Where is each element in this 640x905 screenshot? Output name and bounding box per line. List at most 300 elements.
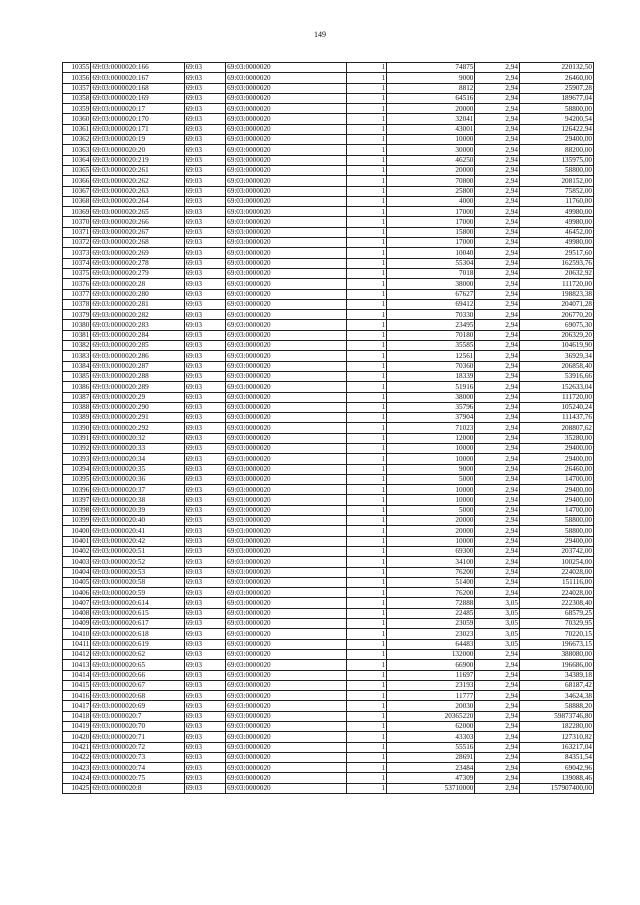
cadastral-number: 69:03:0000020:618: [91, 629, 184, 639]
cadastral-quarter: 69:03:0000020: [226, 536, 347, 546]
cadastral-number: 69:03:0000020:615: [91, 608, 184, 618]
cadastral-number: 69:03:0000020:32: [91, 433, 184, 443]
table-row: [63, 238, 594, 248]
area-value: 46250: [387, 155, 475, 165]
rate-value: 2,94: [475, 680, 520, 690]
cadastral-quarter: 69:03:0000020: [226, 752, 347, 762]
cadastral-value: 29400,00: [519, 443, 593, 453]
table-row: [63, 423, 594, 433]
cadastral-number: 69:03:0000020:286: [91, 351, 184, 361]
zone-count: 1: [346, 619, 387, 629]
cadastral-quarter: 69:03:0000020: [226, 73, 347, 83]
cadastral-number: 69:03:0000020:279: [91, 268, 184, 278]
area-value: 5000: [387, 474, 475, 484]
cadastral-quarter: 69:03:0000020: [226, 557, 347, 567]
cadastral-quarter: 69:03:0000020: [226, 124, 347, 134]
cadastral-number: 69:03:0000020:51: [91, 546, 184, 556]
zone-count: 1: [346, 402, 387, 412]
row-number: 10400: [63, 526, 91, 536]
row-number: 10358: [63, 93, 91, 103]
row-number: 10401: [63, 536, 91, 546]
cadastral-value: 69042,96: [519, 763, 593, 773]
zone-count: 1: [346, 341, 387, 351]
row-number: 10390: [63, 423, 91, 433]
cadastral-number: 69:03:0000020:288: [91, 371, 184, 381]
cadastral-quarter: 69:03:0000020: [226, 310, 347, 320]
table-row: [63, 495, 594, 505]
cadastral-value: 100254,00: [519, 557, 593, 567]
rate-value: 2,94: [475, 711, 520, 721]
region-code: 69:03: [184, 701, 226, 711]
zone-count: 1: [346, 567, 387, 577]
area-value: 69300: [387, 546, 475, 556]
cadastral-value: 36929,34: [519, 351, 593, 361]
area-value: 35796: [387, 402, 475, 412]
row-number: 10362: [63, 135, 91, 145]
region-code: 69:03: [184, 402, 226, 412]
region-code: 69:03: [184, 691, 226, 701]
region-code: 69:03: [184, 310, 226, 320]
region-code: 69:03: [184, 649, 226, 659]
zone-count: 1: [346, 320, 387, 330]
cadastral-quarter: 69:03:0000020: [226, 464, 347, 474]
rate-value: 2,94: [475, 433, 520, 443]
rate-value: 2,94: [475, 752, 520, 762]
rate-value: 2,94: [475, 83, 520, 93]
cadastral-value: 59873746,80: [519, 711, 593, 721]
rate-value: 2,94: [475, 691, 520, 701]
area-value: 20000: [387, 516, 475, 526]
rate-value: 2,94: [475, 310, 520, 320]
row-number: 10415: [63, 680, 91, 690]
table-row: [63, 763, 594, 773]
cadastral-number: 69:03:0000020:292: [91, 423, 184, 433]
area-value: 51916: [387, 382, 475, 392]
area-value: 34100: [387, 557, 475, 567]
row-number: 10370: [63, 217, 91, 227]
region-code: 69:03: [184, 258, 226, 268]
zone-count: 1: [346, 289, 387, 299]
area-value: 64516: [387, 93, 475, 103]
cadastral-quarter: 69:03:0000020: [226, 238, 347, 248]
region-code: 69:03: [184, 763, 226, 773]
zone-count: 1: [346, 330, 387, 340]
area-value: 20365220: [387, 711, 475, 721]
table-row: [63, 619, 594, 629]
cadastral-quarter: 69:03:0000020: [226, 495, 347, 505]
region-code: 69:03: [184, 485, 226, 495]
area-value: 10000: [387, 135, 475, 145]
cadastral-quarter: 69:03:0000020: [226, 691, 347, 701]
rate-value: 2,94: [475, 145, 520, 155]
cadastral-number: 69:03:0000020:42: [91, 536, 184, 546]
cadastral-value: 189677,04: [519, 93, 593, 103]
zone-count: 1: [346, 711, 387, 721]
cadastral-number: 69:03:0000020:614: [91, 598, 184, 608]
rate-value: 3,05: [475, 608, 520, 618]
zone-count: 1: [346, 196, 387, 206]
cadastral-number: 69:03:0000020:65: [91, 660, 184, 670]
area-value: 12000: [387, 433, 475, 443]
cadastral-value-table: [62, 62, 594, 794]
zone-count: 1: [346, 464, 387, 474]
area-value: 47309: [387, 773, 475, 783]
zone-count: 1: [346, 73, 387, 83]
table-row: [63, 176, 594, 186]
region-code: 69:03: [184, 670, 226, 680]
cadastral-value: 388080,00: [519, 649, 593, 659]
rate-value: 2,94: [475, 526, 520, 536]
cadastral-quarter: 69:03:0000020: [226, 196, 347, 206]
area-value: 38000: [387, 392, 475, 402]
region-code: 69:03: [184, 135, 226, 145]
cadastral-number: 69:03:0000020:62: [91, 649, 184, 659]
region-code: 69:03: [184, 619, 226, 629]
rate-value: 2,94: [475, 114, 520, 124]
row-number: 10394: [63, 464, 91, 474]
zone-count: 1: [346, 557, 387, 567]
zone-count: 1: [346, 649, 387, 659]
row-number: 10393: [63, 454, 91, 464]
cadastral-number: 69:03:0000020:171: [91, 124, 184, 134]
row-number: 10366: [63, 176, 91, 186]
region-code: 69:03: [184, 279, 226, 289]
region-code: 69:03: [184, 73, 226, 83]
row-number: 10356: [63, 73, 91, 83]
cadastral-value: 29400,00: [519, 454, 593, 464]
zone-count: 1: [346, 443, 387, 453]
cadastral-number: 69:03:0000020:52: [91, 557, 184, 567]
cadastral-quarter: 69:03:0000020: [226, 516, 347, 526]
cadastral-value: 163217,04: [519, 742, 593, 752]
cadastral-value: 26460,00: [519, 464, 593, 474]
cadastral-number: 69:03:0000020:219: [91, 155, 184, 165]
zone-count: 1: [346, 114, 387, 124]
row-number: 10377: [63, 289, 91, 299]
table-row: [63, 165, 594, 175]
cadastral-value: 11760,00: [519, 196, 593, 206]
row-number: 10361: [63, 124, 91, 134]
table-row: [63, 680, 594, 690]
cadastral-quarter: 69:03:0000020: [226, 83, 347, 93]
cadastral-quarter: 69:03:0000020: [226, 722, 347, 732]
area-value: 71023: [387, 423, 475, 433]
row-number: 10367: [63, 186, 91, 196]
rate-value: 2,94: [475, 279, 520, 289]
cadastral-quarter: 69:03:0000020: [226, 598, 347, 608]
cadastral-quarter: 69:03:0000020: [226, 660, 347, 670]
area-value: 32041: [387, 114, 475, 124]
rate-value: 2,94: [475, 732, 520, 742]
cadastral-quarter: 69:03:0000020: [226, 155, 347, 165]
row-number: 10388: [63, 402, 91, 412]
rate-value: 2,94: [475, 701, 520, 711]
cadastral-value: 69075,30: [519, 320, 593, 330]
table-row: [63, 124, 594, 134]
zone-count: 1: [346, 691, 387, 701]
row-number: 10368: [63, 196, 91, 206]
cadastral-number: 69:03:0000020:269: [91, 248, 184, 258]
row-number: 10373: [63, 248, 91, 258]
cadastral-number: 69:03:0000020:28: [91, 279, 184, 289]
rate-value: 2,94: [475, 330, 520, 340]
zone-count: 1: [346, 413, 387, 423]
table-row: [63, 464, 594, 474]
row-number: 10410: [63, 629, 91, 639]
cadastral-value: 49980,00: [519, 217, 593, 227]
cadastral-value: 127310,82: [519, 732, 593, 742]
cadastral-number: 69:03:0000020:278: [91, 258, 184, 268]
zone-count: 1: [346, 680, 387, 690]
cadastral-value: 58888,20: [519, 701, 593, 711]
cadastral-value: 111720,00: [519, 392, 593, 402]
zone-count: 1: [346, 763, 387, 773]
row-number: 10384: [63, 361, 91, 371]
region-code: 69:03: [184, 660, 226, 670]
row-number: 10419: [63, 722, 91, 732]
zone-count: 1: [346, 639, 387, 649]
area-value: 9000: [387, 464, 475, 474]
area-value: 10000: [387, 443, 475, 453]
region-code: 69:03: [184, 176, 226, 186]
rate-value: 2,94: [475, 392, 520, 402]
cadastral-value: 34389,18: [519, 670, 593, 680]
table-row: [63, 289, 594, 299]
cadastral-quarter: 69:03:0000020: [226, 608, 347, 618]
region-code: 69:03: [184, 196, 226, 206]
cadastral-quarter: 69:03:0000020: [226, 176, 347, 186]
cadastral-quarter: 69:03:0000020: [226, 114, 347, 124]
cadastral-quarter: 69:03:0000020: [226, 135, 347, 145]
rate-value: 2,94: [475, 382, 520, 392]
table-row: [63, 505, 594, 515]
cadastral-quarter: 69:03:0000020: [226, 742, 347, 752]
cadastral-value: 34624,38: [519, 691, 593, 701]
zone-count: 1: [346, 577, 387, 587]
area-value: 66900: [387, 660, 475, 670]
table-row: [63, 660, 594, 670]
region-code: 69:03: [184, 629, 226, 639]
cadastral-number: 69:03:0000020:36: [91, 474, 184, 484]
rate-value: 2,94: [475, 660, 520, 670]
cadastral-quarter: 69:03:0000020: [226, 485, 347, 495]
zone-count: 1: [346, 217, 387, 227]
rate-value: 2,94: [475, 413, 520, 423]
cadastral-value: 126422,94: [519, 124, 593, 134]
rate-value: 2,94: [475, 783, 520, 793]
row-number: 10369: [63, 207, 91, 217]
cadastral-quarter: 69:03:0000020: [226, 732, 347, 742]
cadastral-quarter: 69:03:0000020: [226, 701, 347, 711]
cadastral-number: 69:03:0000020:34: [91, 454, 184, 464]
area-value: 62000: [387, 722, 475, 732]
rate-value: 2,94: [475, 474, 520, 484]
cadastral-quarter: 69:03:0000020: [226, 207, 347, 217]
area-value: 20000: [387, 526, 475, 536]
area-value: 23193: [387, 680, 475, 690]
cadastral-quarter: 69:03:0000020: [226, 382, 347, 392]
row-number: 10395: [63, 474, 91, 484]
area-value: 70180: [387, 330, 475, 340]
cadastral-quarter: 69:03:0000020: [226, 649, 347, 659]
table-row: [63, 691, 594, 701]
area-value: 10040: [387, 248, 475, 258]
cadastral-quarter: 69:03:0000020: [226, 567, 347, 577]
cadastral-number: 69:03:0000020:17: [91, 104, 184, 114]
area-value: 17000: [387, 207, 475, 217]
zone-count: 1: [346, 371, 387, 381]
region-code: 69:03: [184, 330, 226, 340]
area-value: 70330: [387, 310, 475, 320]
region-code: 69:03: [184, 289, 226, 299]
cadastral-value: 208152,00: [519, 176, 593, 186]
cadastral-number: 69:03:0000020:58: [91, 577, 184, 587]
rate-value: 2,94: [475, 196, 520, 206]
region-code: 69:03: [184, 299, 226, 309]
region-code: 69:03: [184, 639, 226, 649]
zone-count: 1: [346, 135, 387, 145]
cadastral-number: 69:03:0000020:73: [91, 752, 184, 762]
rate-value: 2,94: [475, 577, 520, 587]
zone-count: 1: [346, 495, 387, 505]
cadastral-quarter: 69:03:0000020: [226, 670, 347, 680]
table-row: [63, 145, 594, 155]
table-row: [63, 320, 594, 330]
area-value: 12561: [387, 351, 475, 361]
cadastral-number: 69:03:0000020:290: [91, 402, 184, 412]
cadastral-quarter: 69:03:0000020: [226, 402, 347, 412]
area-value: 20000: [387, 104, 475, 114]
cadastral-number: 69:03:0000020:68: [91, 691, 184, 701]
table-row: [63, 783, 594, 793]
zone-count: 1: [346, 186, 387, 196]
region-code: 69:03: [184, 268, 226, 278]
region-code: 69:03: [184, 155, 226, 165]
table-row: [63, 73, 594, 83]
table-row: [63, 361, 594, 371]
cadastral-value: 29517,60: [519, 248, 593, 258]
cadastral-number: 69:03:0000020:70: [91, 722, 184, 732]
table-row: [63, 742, 594, 752]
cadastral-quarter: 69:03:0000020: [226, 474, 347, 484]
region-code: 69:03: [184, 752, 226, 762]
zone-count: 1: [346, 783, 387, 793]
row-number: 10424: [63, 773, 91, 783]
area-value: 23023: [387, 629, 475, 639]
table-row: [63, 63, 594, 73]
table-row: [63, 433, 594, 443]
cadastral-value: 151116,00: [519, 577, 593, 587]
cadastral-number: 69:03:0000020:71: [91, 732, 184, 742]
cadastral-number: 69:03:0000020:69: [91, 701, 184, 711]
row-number: 10421: [63, 742, 91, 752]
cadastral-quarter: 69:03:0000020: [226, 351, 347, 361]
cadastral-value: 204071,28: [519, 299, 593, 309]
area-value: 17000: [387, 217, 475, 227]
rate-value: 2,94: [475, 536, 520, 546]
table-row: [63, 649, 594, 659]
region-code: 69:03: [184, 392, 226, 402]
row-number: 10359: [63, 104, 91, 114]
table-row: [63, 310, 594, 320]
cadastral-number: 69:03:0000020:35: [91, 464, 184, 474]
table-row: [63, 516, 594, 526]
rate-value: 3,05: [475, 598, 520, 608]
cadastral-number: 69:03:0000020:33: [91, 443, 184, 453]
cadastral-quarter: 69:03:0000020: [226, 413, 347, 423]
zone-count: 1: [346, 124, 387, 134]
page-number: 149: [314, 30, 326, 39]
zone-count: 1: [346, 629, 387, 639]
row-number: 10392: [63, 443, 91, 453]
area-value: 5000: [387, 505, 475, 515]
zone-count: 1: [346, 773, 387, 783]
region-code: 69:03: [184, 567, 226, 577]
row-number: 10389: [63, 413, 91, 423]
cadastral-value: 53916,66: [519, 371, 593, 381]
cadastral-number: 69:03:0000020:282: [91, 310, 184, 320]
table-row: [63, 114, 594, 124]
table-row: [63, 196, 594, 206]
row-number: 10416: [63, 691, 91, 701]
region-code: 69:03: [184, 413, 226, 423]
cadastral-number: 69:03:0000020:38: [91, 495, 184, 505]
zone-count: 1: [346, 526, 387, 536]
cadastral-value: 111720,00: [519, 279, 593, 289]
rate-value: 2,94: [475, 649, 520, 659]
cadastral-quarter: 69:03:0000020: [226, 341, 347, 351]
table-row: [63, 382, 594, 392]
cadastral-value: 68187,42: [519, 680, 593, 690]
cadastral-quarter: 69:03:0000020: [226, 773, 347, 783]
rate-value: 2,94: [475, 454, 520, 464]
region-code: 69:03: [184, 773, 226, 783]
row-number: 10402: [63, 546, 91, 556]
row-number: 10374: [63, 258, 91, 268]
area-value: 69412: [387, 299, 475, 309]
cadastral-quarter: 69:03:0000020: [226, 588, 347, 598]
row-number: 10418: [63, 711, 91, 721]
zone-count: 1: [346, 608, 387, 618]
cadastral-value: 84351,54: [519, 752, 593, 762]
region-code: 69:03: [184, 124, 226, 134]
cadastral-value: 157907400,00: [519, 783, 593, 793]
rate-value: 2,94: [475, 176, 520, 186]
cadastral-quarter: 69:03:0000020: [226, 680, 347, 690]
table-row: [63, 443, 594, 453]
area-value: 55304: [387, 258, 475, 268]
rate-value: 3,05: [475, 619, 520, 629]
cadastral-number: 69:03:0000020:283: [91, 320, 184, 330]
row-number: 10372: [63, 238, 91, 248]
row-number: 10396: [63, 485, 91, 495]
region-code: 69:03: [184, 732, 226, 742]
area-value: 4000: [387, 196, 475, 206]
cadastral-number: 69:03:0000020:41: [91, 526, 184, 536]
table-row: [63, 93, 594, 103]
row-number: 10365: [63, 165, 91, 175]
rate-value: 2,94: [475, 485, 520, 495]
cadastral-value: 25907,28: [519, 83, 593, 93]
region-code: 69:03: [184, 546, 226, 556]
zone-count: 1: [346, 546, 387, 556]
cadastral-number: 69:03:0000020:29: [91, 392, 184, 402]
table-row: [63, 299, 594, 309]
area-value: 7018: [387, 268, 475, 278]
zone-count: 1: [346, 392, 387, 402]
zone-count: 1: [346, 454, 387, 464]
row-number: 10363: [63, 145, 91, 155]
